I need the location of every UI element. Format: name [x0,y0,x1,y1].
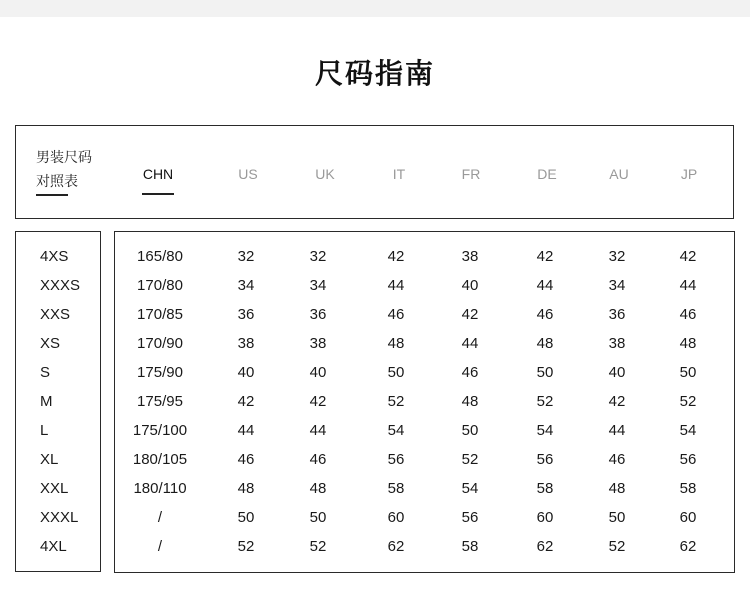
table-cell: 40 [608,364,626,381]
table-cell: 60 [679,509,697,526]
legend-line-1: 男装尺码 [36,150,92,166]
table-cell: 60 [387,509,405,526]
table-cell: 175/90 [137,364,183,381]
table-cell: 58 [461,538,479,555]
table-cell: 56 [387,451,405,468]
table-cell: 165/80 [137,248,183,265]
table-cell: 42 [387,248,405,265]
table-cell: 170/80 [137,277,183,294]
table-cell: 42 [309,393,327,410]
table-cell: / [157,538,163,555]
size-data-table [114,231,735,573]
table-cell: 40 [309,364,327,381]
table-cell: 50 [461,422,479,439]
table-cell: 46 [536,306,554,323]
table-cell: 36 [237,306,255,323]
column-header-uk: UK [315,166,335,182]
table-cell: 48 [387,335,405,352]
table-cell: 38 [237,335,255,352]
table-cell: 42 [679,248,697,265]
table-cell: 46 [309,451,327,468]
table-cell: 40 [461,277,479,294]
column-header-fr: FR [461,166,481,182]
table-cell: 34 [237,277,255,294]
table-cell: 48 [679,335,697,352]
table-cell: 46 [461,364,479,381]
table-cell: 42 [608,393,626,410]
page-title: 尺码指南 [314,57,435,90]
legend-line-2: 对照表 [36,174,78,190]
table-cell: 56 [679,451,697,468]
table-cell: 36 [608,306,626,323]
table-cell: / [157,509,163,526]
size-label-xxs: XXS [40,306,71,323]
column-header-panel [15,125,734,219]
table-cell: 38 [309,335,327,352]
table-cell: 44 [608,422,626,439]
table-cell: 50 [309,509,327,526]
chart-legend [36,146,92,194]
size-label-column [15,231,101,572]
table-cell: 170/85 [137,306,183,323]
table-cell: 44 [237,422,255,439]
table-cell: 50 [536,364,554,381]
table-cell: 42 [237,393,255,410]
table-cell: 175/95 [137,393,183,410]
table-cell: 42 [536,248,554,265]
table-cell: 54 [679,422,697,439]
table-cell: 46 [679,306,697,323]
top-bar [0,0,750,17]
table-cell: 46 [608,451,626,468]
table-cell: 48 [536,335,554,352]
table-cell: 36 [309,306,327,323]
table-cell: 42 [461,306,479,323]
table-cell: 60 [536,509,554,526]
table-cell: 40 [237,364,255,381]
column-header-au: AU [609,166,629,182]
table-cell: 44 [679,277,697,294]
table-cell: 52 [536,393,554,410]
column-header-jp: JP [680,166,698,182]
table-cell: 48 [309,480,327,497]
table-cell: 50 [237,509,255,526]
table-cell: 48 [461,393,479,410]
size-label-s: S [40,364,51,381]
size-label-4xs: 4XS [40,248,69,265]
size-label-xxxl: XXXL [40,509,79,526]
table-cell: 62 [536,538,554,555]
table-cell: 38 [461,248,479,265]
table-cell: 46 [237,451,255,468]
table-cell: 32 [608,248,626,265]
column-header-it: IT [392,166,406,182]
table-cell: 48 [237,480,255,497]
table-cell: 54 [536,422,554,439]
table-cell: 54 [461,480,479,497]
table-cell: 54 [387,422,405,439]
table-cell: 34 [608,277,626,294]
size-label-4xl: 4XL [40,538,67,555]
column-header-chn: CHN [118,166,198,182]
table-cell: 44 [309,422,327,439]
table-cell: 52 [387,393,405,410]
table-cell: 50 [679,364,697,381]
table-cell: 52 [679,393,697,410]
table-cell: 38 [608,335,626,352]
table-cell: 52 [608,538,626,555]
table-cell: 62 [679,538,697,555]
table-cell: 170/90 [137,335,183,352]
table-cell: 44 [461,335,479,352]
size-label-l: L [40,422,49,439]
table-cell: 52 [237,538,255,555]
table-cell: 56 [536,451,554,468]
column-header-de: DE [537,166,557,182]
table-cell: 44 [536,277,554,294]
table-cell: 180/105 [132,451,188,468]
table-cell: 58 [536,480,554,497]
size-label-xxxs: XXXS [40,277,81,294]
table-cell: 46 [387,306,405,323]
table-cell: 32 [309,248,327,265]
table-cell: 34 [309,277,327,294]
table-cell: 58 [679,480,697,497]
table-cell: 44 [387,277,405,294]
table-cell: 50 [387,364,405,381]
table-cell: 32 [237,248,255,265]
table-cell: 62 [387,538,405,555]
table-cell: 50 [608,509,626,526]
column-header-us: US [238,166,258,182]
size-label-xl: XL [40,451,59,468]
table-cell: 180/110 [133,480,187,497]
size-label-xs: XS [40,335,61,352]
table-cell: 58 [387,480,405,497]
size-label-xxl: XXL [40,480,69,497]
table-cell: 175/100 [132,422,188,439]
table-cell: 48 [608,480,626,497]
table-cell: 56 [461,509,479,526]
table-cell: 52 [309,538,327,555]
legend-underline [36,194,68,196]
table-cell: 52 [461,451,479,468]
size-label-m: M [40,393,53,410]
